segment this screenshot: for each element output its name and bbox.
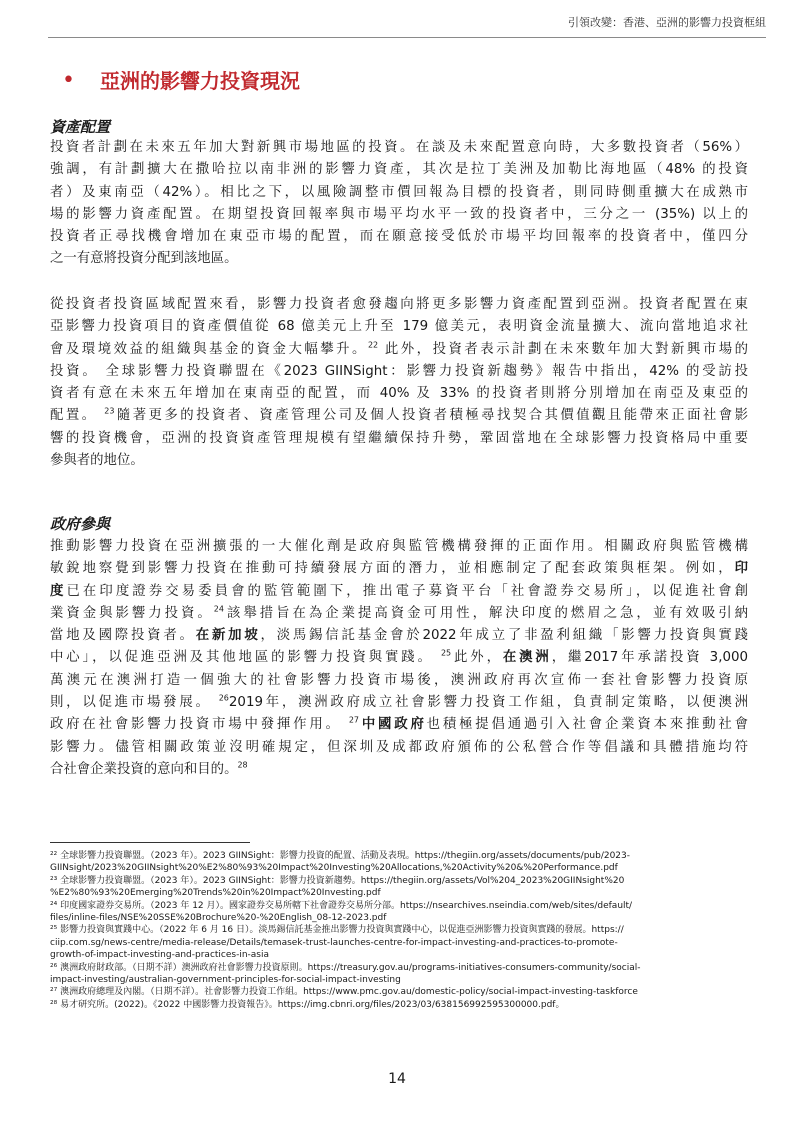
footnote-ref-22: 22 <box>367 340 379 350</box>
footnote-line: ²⁴ 印度國家證券交易所。（2023 年 12 月）。國家證券交易所轄下社會證券交易所分部。https://nsearchives.nseindia.com/web/sites/default/ <box>50 900 633 911</box>
text-run: 合社會企業投資的意向和目的。 <box>50 761 238 777</box>
text-line: 參與者的地位。 <box>50 453 144 469</box>
asset-allocation-paragraph-2 <box>50 294 748 472</box>
text-line: 之一有意將投資分配到該地區。 <box>50 251 238 267</box>
section-bullet: • <box>62 68 75 93</box>
footnote-rule <box>50 842 250 843</box>
footnotes <box>50 850 750 1011</box>
bold-india: 度 <box>50 583 67 599</box>
text-line <box>50 405 748 427</box>
text-run: 當地及國際投資者。 <box>50 628 196 644</box>
government-paragraph <box>50 536 748 781</box>
text-line: 投資者計劃在未來五年加大對新興市場地區的投資。在談及未來配置意向時，大多數投資者（56%） <box>50 140 748 155</box>
footnote-ref-24: 24 <box>213 604 224 614</box>
text-run: ，繼2017年承諾投資 3,000 <box>551 650 749 666</box>
text-line: 資者有意在未來五年增加在東南亞的配置，而 40% 及 33% 的投資者則將分別增加在南亞及東亞的 <box>50 386 748 402</box>
text-line: 影響力。儘管相關政策並沒明確規定，但深圳及成都政府頒佈的公私營合作等倡議和具體措施均符 <box>50 739 748 755</box>
text-line: 亞影響力投資項目的資產價值從 68 億美元上升至 179 億美元，表明資金流量擴大、流向當地追求社 <box>50 319 748 335</box>
footnote-line: GIINsight/2023%20GIINsight%20%E2%80%93%20Impact%20Investing%20Allocations,%20Activity%20&%20Performance.pdf <box>50 863 618 874</box>
text-run: 2019年，澳洲政府成立社會影響力投資工作組，負責制定策略，以便澳洲 <box>228 695 749 711</box>
footnote-line: ciip.com.sg/news-centre/media-release/Details/temasek-trust-launches-centre-for-impact-investing-and-practices-to-promote- <box>50 937 618 948</box>
text-run: 會及環境效益的組織與基金的資金大幅攀升。 <box>50 341 368 357</box>
text-line <box>50 625 748 647</box>
bold-singapore: 在新加坡 <box>195 628 261 644</box>
text-run: 該舉措旨在為企業提高資金可用性，解決印度的燃眉之急，並有效吸引納 <box>223 605 748 621</box>
text-line: 從投資者投資區域配置來看，影響力投資者愈發趨向將更多影響力資產配置到亞洲。投資者配置在東 <box>50 297 748 312</box>
section-title-row <box>62 66 762 98</box>
text-line: 萬澳元在澳洲打造一個強大的社會影響力投資市場後，澳洲政府再次宣佈一套社會影響力投資原 <box>50 672 748 688</box>
page-number: 14 <box>388 1071 406 1087</box>
footnote-line: ²⁷ 澳洲政府總理及內閣。（日期不詳）。社會影響力投資工作組。https://www.pmc.gov.au/domestic-policy/social-impact-investing-taskforce <box>50 987 638 998</box>
text-line <box>50 759 748 781</box>
government-heading: 政府參與 <box>50 515 111 533</box>
text-run: 中心」，以促進亞洲及其他地區的影響力投資與實踐。 <box>50 650 441 666</box>
footnote-line: ²³ 全球影響力投資聯盟。（2023 年）。2023 GIINSight：影響力投資新趨勢。https://thegiin.org/assets/Vol%204_2023%20GIINsight%20 <box>50 875 625 886</box>
text-line: 場的影響力資產配置。在期望投資回報率與市場平均水平一致的投資者中，三分之一 (35%) 以上的 <box>50 206 748 222</box>
footnote-ref-28: 28 <box>237 760 248 770</box>
footnote-ref-23: 23 <box>104 407 115 417</box>
footnote-ref-25: 25 <box>440 649 452 659</box>
text-run: 則，以促進市場發展。 <box>50 695 219 711</box>
running-title: 引領改變：香港、亞洲的影響力投資框組 <box>568 16 766 29</box>
footnote-ref-26: 26 <box>218 693 229 703</box>
text-line <box>50 558 748 580</box>
text-run: 已在印度證券交易委員會的監管範圍下，推出電子募資平台「社會證券交易所」，以促進社會創 <box>66 583 749 599</box>
footnote-line: ²² 全球影響力投資聯盟。（2023 年）。2023 GIINSight：影響力投資的配置、活動及表現。https://thegiin.org/assets/documents/pub/2023- <box>50 851 631 861</box>
bold-china-government: 中國政府 <box>359 717 427 733</box>
footnote-line: ²⁵ 影響力投資與實踐中心。（2022 年 6 月 16 日）。淡馬錫信託基金推出影響力投資與實踐中心，以促進亞洲影響力投資與實踐的發展。https:// <box>50 925 624 936</box>
page-header <box>0 0 794 38</box>
text-run: 此外，投資者表示計劃在未來數年加大對新興市場的 <box>378 341 748 357</box>
text-line: 強調，有計劃擴大在撒哈拉以南非洲的影響力資產，其次是拉丁美洲及加勒比海地區（48% 的投資 <box>50 162 748 178</box>
footnote-line: %E2%80%93%20Emerging%20Trends%20in%20Impact%20Investing.pdf <box>50 888 381 899</box>
text-run: 政府在社會影響力投資市場中發揮作用。 <box>50 717 349 733</box>
section-title: 亞洲的影響力投資現況 <box>100 69 300 93</box>
bold-australia: 在澳洲 <box>502 650 552 666</box>
text-line: 推動影響力投資在亞洲擴張的一大催化劑是政府與監管機構發揮的正面作用。相關政府與監管機構 <box>50 539 748 554</box>
text-run: ，淡馬錫信託基金會於2022年成立了非盈利組織「影響力投資與實踐 <box>260 628 749 644</box>
text-run: 敏銳地察覺到影響力投資在推動可持續發展方面的潛力，並相應制定了配套政策與框架。例如， <box>50 561 735 577</box>
text-run: 也積極提倡通過引入社會企業資本來推動社會 <box>426 717 749 733</box>
text-line: 者）及東南亞（42%）。相比之下，以風險調整市價回報為目標的投資者，則同時側重擴大在成熟市 <box>50 184 748 200</box>
text-line <box>50 603 748 625</box>
footnote-line: ²⁸ 易才研究所。(2022)。《2022 中國影響力投資報告》。https://img.cbnri.org/files/2023/03/638156992595300000.pdf。 <box>50 999 565 1010</box>
text-line: 投資。 全球影響力投資聯盟在《2023 GIINSight：影響力投資新趨勢》報告中指出，42% 的受訪投 <box>50 363 748 379</box>
text-line: 投資者正尋找機會增加在東亞市場的配置，而在願意接受低於市場平均回報率的投資者中，僅四分 <box>50 229 748 245</box>
footnote-line: files/inline-files/NSE%20SSE%20Brochure%20-%20English_08-12-2023.pdf <box>50 913 387 924</box>
text-line <box>50 339 748 361</box>
footnote-line: growth-of-impact-investing-and-practices-in-asia <box>50 950 270 961</box>
text-run: 隨著更多的投資者、資產管理公司及個人投資者積極尋找契合其價值觀且能帶來正面社會影 <box>114 408 748 424</box>
footnote-ref-27: 27 <box>348 715 360 725</box>
text-line <box>50 714 748 736</box>
text-run: 業資金與影響力投資。 <box>50 605 214 621</box>
text-run: 此外， <box>451 650 503 666</box>
text-line <box>50 581 748 603</box>
bold-india: 印 <box>734 561 748 577</box>
asset-allocation-heading: 資產配置 <box>50 118 111 136</box>
text-line: 響的投資機會，亞洲的投資資產管理規模有望繼續保持升勢，鞏固當地在全球影響力投資格局中重要 <box>50 430 748 446</box>
footnote-line: impact-investing/australian-government-principles-for-social-impact-investing <box>50 975 401 986</box>
text-line <box>50 647 748 669</box>
header-rule <box>48 37 766 38</box>
text-line <box>50 692 748 714</box>
asset-allocation-paragraph-1 <box>50 137 748 271</box>
footnote-line: ²⁶ 澳洲政府財政部。（日期不詳）澳洲政府社會影響力投資原則。https://treasury.gov.au/programs-initiatives-consumers-community/social- <box>50 962 641 973</box>
text-run: 配置。 <box>50 408 105 424</box>
